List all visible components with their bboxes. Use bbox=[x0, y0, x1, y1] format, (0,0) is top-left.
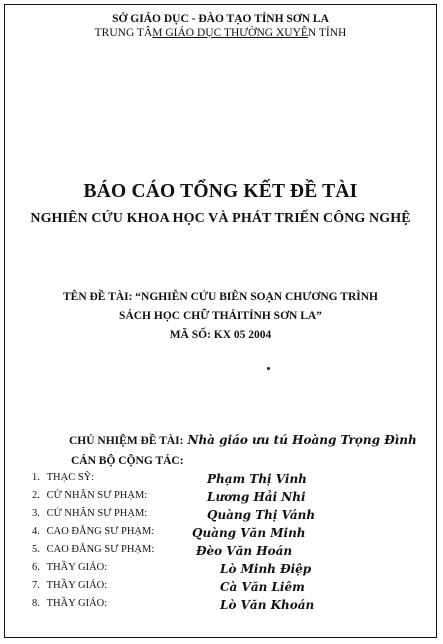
pi-name: Nhà giáo ưu tú Hoàng Trọng Đình bbox=[187, 433, 417, 447]
member-name: Lò Văn Khoán bbox=[220, 598, 315, 612]
principal-investigator bbox=[69, 433, 417, 447]
topic-line-1: TÊN ĐỀ TÀI: “NGHIÊN CỨU BIÊN SOẠN CHƯƠNG TRÌNH bbox=[62, 291, 378, 303]
member-role: CỬ NHÂN SƯ PHẠM: bbox=[46, 490, 148, 501]
member-row bbox=[32, 544, 293, 560]
member-name: Đèo Văn Hoán bbox=[196, 544, 293, 558]
member-number: 2. bbox=[32, 490, 40, 501]
member-name: Lương Hải Nhi bbox=[207, 490, 306, 504]
member-row bbox=[32, 490, 306, 506]
org-line-2-suffix: N TỈNH bbox=[307, 27, 347, 39]
member-name: Quàng Văn Minh bbox=[192, 526, 306, 540]
member-row bbox=[32, 598, 315, 614]
member-number: 8. bbox=[32, 598, 40, 609]
member-number: 4. bbox=[32, 526, 40, 537]
member-role: THẦY GIÁO: bbox=[46, 598, 108, 609]
member-row bbox=[32, 562, 312, 578]
report-subtitle: NGHIÊN CỨU KHOA HỌC VÀ PHÁT TRIỂN CÔNG NGHỆ bbox=[30, 211, 411, 226]
topic-line-2: SÁCH HỌC CHỮ THÁITỈNH SƠN LA” bbox=[119, 310, 322, 322]
member-role: CỬ NHÂN SƯ PHẠM: bbox=[46, 508, 148, 519]
member-number: 1. bbox=[32, 472, 40, 483]
member-role: THẦY GIÁO: bbox=[46, 580, 108, 591]
member-row bbox=[32, 580, 305, 596]
member-name: Phạm Thị Vinh bbox=[207, 472, 307, 486]
member-role: THẦY GIÁO: bbox=[46, 562, 108, 573]
org-line-2-underlined: M GIÁO DỤC THƯỜNG XUYÊ bbox=[152, 27, 308, 39]
org-line-2-prefix: TRUNG TÂ bbox=[94, 27, 153, 39]
member-role: CAO ĐẲNG SƯ PHẠM: bbox=[46, 544, 155, 555]
member-number: 5. bbox=[32, 544, 40, 555]
report-title: BÁO CÁO TỔNG KẾT ĐỀ TÀI bbox=[83, 181, 358, 202]
document-page bbox=[4, 4, 437, 638]
stray-dot bbox=[267, 367, 270, 370]
project-code: MÃ SỐ: KX 05 2004 bbox=[169, 329, 272, 341]
org-line-2 bbox=[5, 27, 436, 39]
member-number: 3. bbox=[32, 508, 40, 519]
pi-label: CHỦ NHIỆM ĐỀ TÀI: bbox=[69, 435, 184, 447]
member-role: CAO ĐẲNG SƯ PHẠM: bbox=[46, 526, 155, 537]
member-name: Lò Minh Điệp bbox=[220, 562, 312, 576]
member-name: Cà Văn Liêm bbox=[220, 580, 305, 594]
member-role: THẠC SỸ: bbox=[46, 472, 95, 483]
member-number: 7. bbox=[32, 580, 40, 591]
member-name: Quàng Thị Vánh bbox=[207, 508, 316, 522]
staff-label: CÁN BỘ CỘNG TÁC: bbox=[71, 455, 184, 467]
org-line-1: SỞ GIÁO DỤC - ĐÀO TẠO TỈNH SƠN LA bbox=[112, 13, 329, 25]
member-row bbox=[32, 508, 316, 524]
member-row bbox=[32, 526, 306, 542]
member-number: 6. bbox=[32, 562, 40, 573]
member-row bbox=[32, 472, 307, 488]
